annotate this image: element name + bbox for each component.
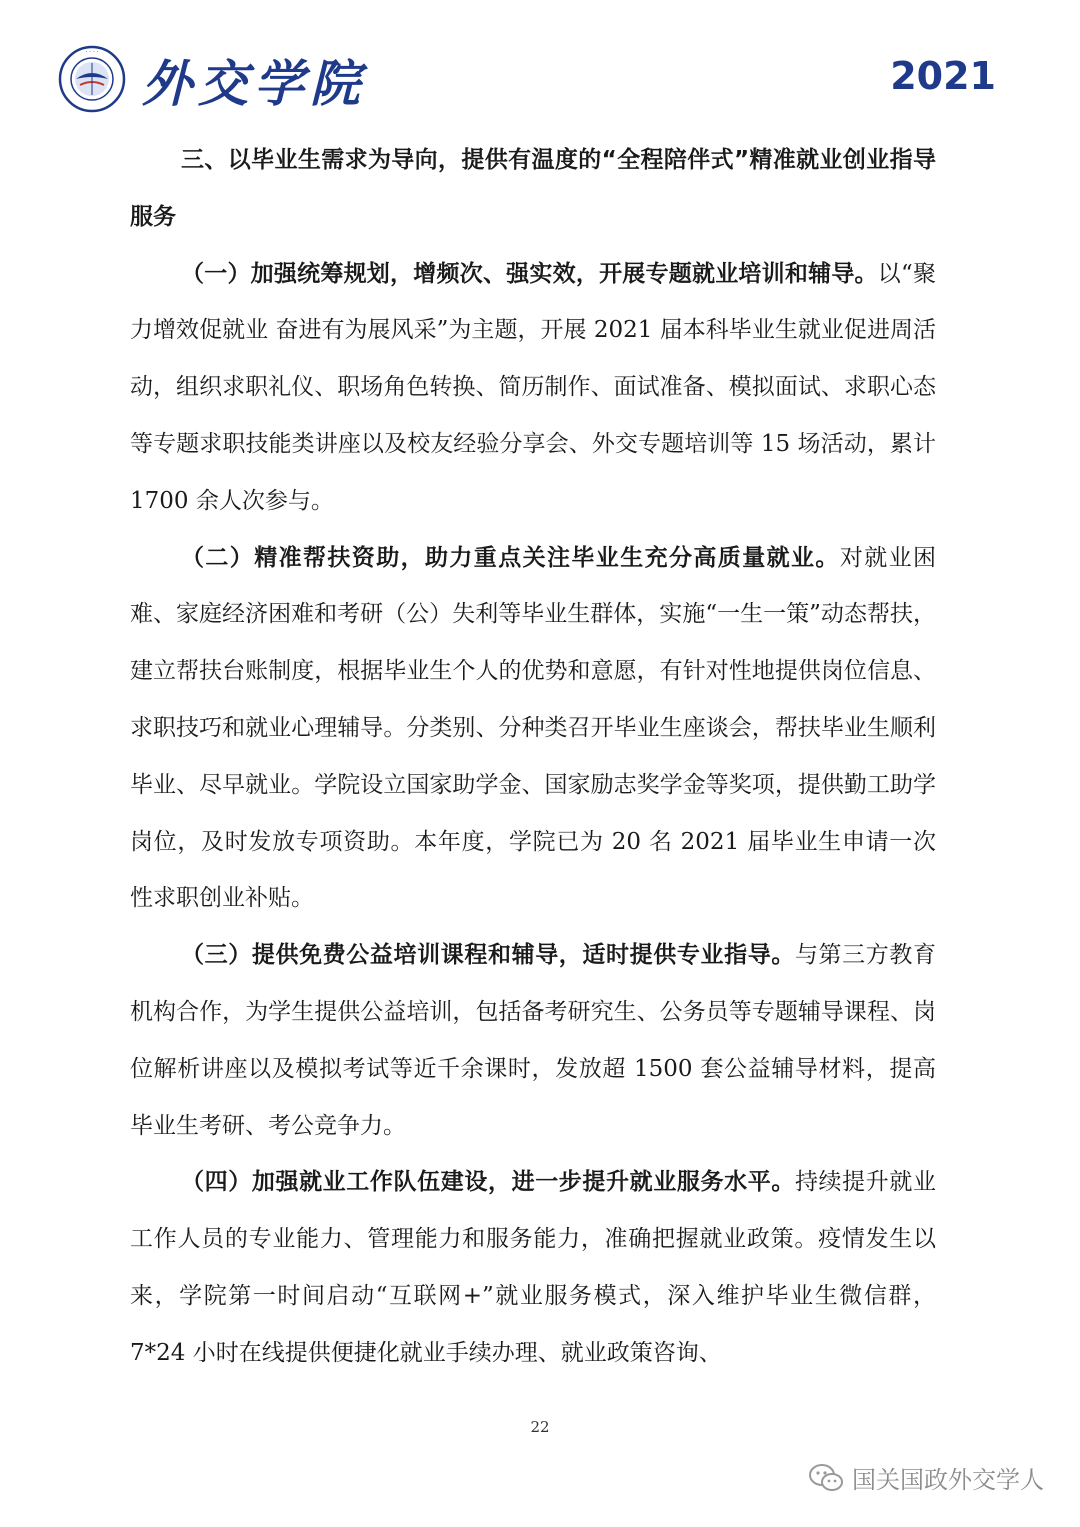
wechat-icon [808, 1463, 844, 1493]
watermark-text: 国关国政外交学人 [852, 1466, 1044, 1494]
paragraph-1-lead: （一）加强统筹规划，增频次、强实效，开展专题就业培训和辅导。 [181, 260, 878, 287]
university-seal-icon [58, 45, 126, 113]
paragraph-1 [130, 246, 936, 530]
report-year: 2021 [890, 54, 996, 98]
paragraph-4 [130, 1154, 936, 1381]
paragraph-3-lead: （三）提供免费公益培训课程和辅导，适时提供专业指导。 [181, 942, 795, 969]
document-body [130, 132, 936, 1382]
section-heading: 三、以毕业生需求为导向，提供有温度的“全程陪伴式”精准就业创业指导服务 [130, 147, 936, 230]
page-number: 22 [530, 1418, 550, 1436]
paragraph-3-body: 与第三方教育机构合作，为学生提供公益培训，包括备考研究生、公务员等专题辅导课程、岗位解析讲座以及模拟考试等近千余课时，发放超 1500 套公益辅导材料，提高毕业生考研、考公竞争力。 [130, 942, 937, 1139]
paragraph-3 [130, 927, 936, 1154]
page-header [0, 0, 1080, 130]
paragraph-4-lead: （四）加强就业工作队伍建设，进一步提升就业服务水平。 [181, 1169, 795, 1196]
watermark [808, 1460, 1044, 1495]
paragraph-4-body: 持续提升就业工作人员的专业能力、管理能力和服务能力，准确把握就业政策。疫情发生以来，学院第一时间启动“互联网+”就业服务模式，深入维护毕业生微信群，7*24 小时在线提供便捷化就业手续办理、就业政策咨询、 [130, 1169, 937, 1366]
paragraph-2-body: 对就业困难、家庭经济困难和考研（公）失利等毕业生群体，实施“一生一策”动态帮扶，建立帮扶台账制度，根据毕业生个人的优势和意愿，有针对性地提供岗位信息、求职技巧和就业心理辅导。分类别、分种类召开毕业生座谈会，帮扶毕业生顺利毕业、尽早就业。学院设立国家助学金、国家励志奖学金等奖项，提供勤工助学岗位，及时发放专项资助。本年度，学院已为 20 名 2021 届毕业生申请一次性求职创业补贴。 [130, 544, 937, 912]
paragraph-2 [130, 530, 936, 928]
paragraph-2-lead: （二）精准帮扶资助，助力重点关注毕业生充分高质量就业。 [181, 544, 840, 571]
svg-text:· · · ·: · · · · [85, 49, 99, 56]
paragraph-1-body: 以“聚力增效促就业 奋进有为展风采”为主题，开展 2021 届本科毕业生就业促进周活动，组织求职礼仪、职场角色转换、简历制作、面试准备、模拟面试、求职心态等专题求职技能类讲座以及校友经验分享会、外交专题培训等 15 场活动，累计 1700 余人次参与。 [130, 260, 937, 514]
university-logo-text: 外交学院 [142, 54, 366, 113]
